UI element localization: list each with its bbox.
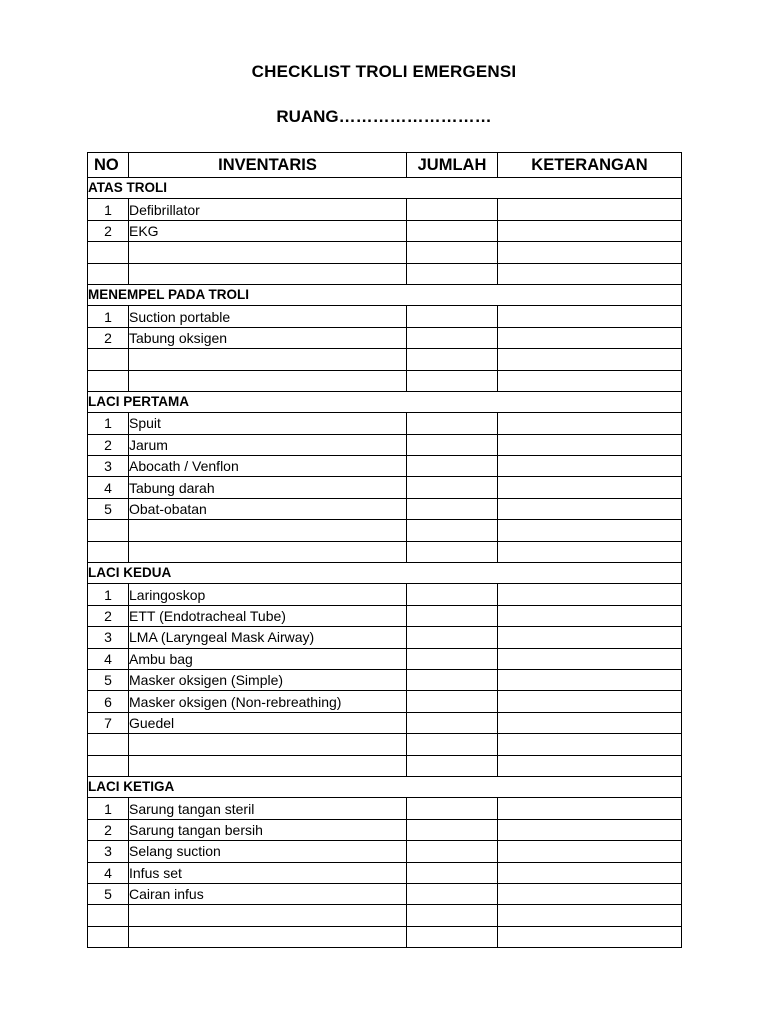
table-row bbox=[88, 541, 682, 562]
keterangan-cell[interactable] bbox=[498, 905, 682, 926]
keterangan-cell[interactable] bbox=[498, 841, 682, 862]
table-row bbox=[88, 862, 682, 883]
item-number-cell: 6 bbox=[88, 691, 129, 712]
jumlah-cell[interactable] bbox=[407, 327, 498, 348]
table-row bbox=[88, 263, 682, 284]
jumlah-cell[interactable] bbox=[407, 220, 498, 241]
table-row bbox=[88, 584, 682, 605]
item-name-cell: Jarum bbox=[129, 434, 407, 455]
jumlah-cell[interactable] bbox=[407, 648, 498, 669]
item-number-cell: 1 bbox=[88, 306, 129, 327]
room-field: RUANG……………………… bbox=[276, 107, 492, 126]
item-name-cell: Suction portable bbox=[129, 306, 407, 327]
keterangan-cell[interactable] bbox=[498, 541, 682, 562]
jumlah-cell[interactable] bbox=[407, 798, 498, 819]
table-row bbox=[88, 926, 682, 947]
keterangan-cell[interactable] bbox=[498, 755, 682, 776]
keterangan-cell[interactable] bbox=[498, 648, 682, 669]
keterangan-cell[interactable] bbox=[498, 520, 682, 541]
table-row bbox=[88, 905, 682, 926]
table-row bbox=[88, 370, 682, 391]
jumlah-cell[interactable] bbox=[407, 520, 498, 541]
item-number-cell bbox=[88, 926, 129, 947]
jumlah-cell[interactable] bbox=[407, 456, 498, 477]
item-number-cell: 4 bbox=[88, 648, 129, 669]
table-row bbox=[88, 456, 682, 477]
item-name-cell: Defibrillator bbox=[129, 199, 407, 220]
keterangan-cell[interactable] bbox=[498, 306, 682, 327]
section-heading: LACI KEDUA bbox=[88, 563, 682, 584]
item-number-cell: 1 bbox=[88, 584, 129, 605]
jumlah-cell[interactable] bbox=[407, 755, 498, 776]
item-number-cell: 1 bbox=[88, 199, 129, 220]
keterangan-cell[interactable] bbox=[498, 199, 682, 220]
item-number-cell bbox=[88, 349, 129, 370]
table-row bbox=[88, 648, 682, 669]
keterangan-cell[interactable] bbox=[498, 691, 682, 712]
jumlah-cell[interactable] bbox=[407, 862, 498, 883]
table-body bbox=[88, 178, 682, 948]
item-name-cell: Masker oksigen (Simple) bbox=[129, 669, 407, 690]
keterangan-cell[interactable] bbox=[498, 734, 682, 755]
keterangan-cell[interactable] bbox=[498, 712, 682, 733]
jumlah-cell[interactable] bbox=[407, 734, 498, 755]
table-row bbox=[88, 242, 682, 263]
jumlah-cell[interactable] bbox=[407, 349, 498, 370]
item-name-cell: Selang suction bbox=[129, 841, 407, 862]
item-number-cell: 1 bbox=[88, 413, 129, 434]
item-number-cell: 4 bbox=[88, 477, 129, 498]
table-row bbox=[88, 498, 682, 519]
keterangan-cell[interactable] bbox=[498, 434, 682, 455]
item-number-cell: 5 bbox=[88, 669, 129, 690]
table-row bbox=[88, 669, 682, 690]
item-name-cell bbox=[129, 755, 407, 776]
jumlah-cell[interactable] bbox=[407, 883, 498, 904]
jumlah-cell[interactable] bbox=[407, 905, 498, 926]
table-row bbox=[88, 306, 682, 327]
section-row bbox=[88, 178, 682, 199]
item-number-cell: 3 bbox=[88, 627, 129, 648]
item-number-cell bbox=[88, 263, 129, 284]
item-name-cell bbox=[129, 263, 407, 284]
jumlah-cell[interactable] bbox=[407, 477, 498, 498]
section-heading: LACI KETIGA bbox=[88, 776, 682, 797]
table-row bbox=[88, 712, 682, 733]
item-name-cell: Cairan infus bbox=[129, 883, 407, 904]
jumlah-cell[interactable] bbox=[407, 370, 498, 391]
item-number-cell bbox=[88, 520, 129, 541]
item-number-cell: 2 bbox=[88, 819, 129, 840]
keterangan-cell[interactable] bbox=[498, 584, 682, 605]
header-keterangan: KETERANGAN bbox=[498, 153, 682, 178]
keterangan-cell[interactable] bbox=[498, 798, 682, 819]
item-number-cell: 7 bbox=[88, 712, 129, 733]
keterangan-cell[interactable] bbox=[498, 327, 682, 348]
table-row bbox=[88, 883, 682, 904]
jumlah-cell[interactable] bbox=[407, 413, 498, 434]
item-number-cell bbox=[88, 370, 129, 391]
item-number-cell: 2 bbox=[88, 220, 129, 241]
table-row bbox=[88, 798, 682, 819]
item-number-cell: 2 bbox=[88, 605, 129, 626]
jumlah-cell[interactable] bbox=[407, 498, 498, 519]
table-row bbox=[88, 520, 682, 541]
item-name-cell: Abocath / Venflon bbox=[129, 456, 407, 477]
item-name-cell: Tabung darah bbox=[129, 477, 407, 498]
item-name-cell: Ambu bag bbox=[129, 648, 407, 669]
item-number-cell bbox=[88, 242, 129, 263]
jumlah-cell[interactable] bbox=[407, 242, 498, 263]
table-row bbox=[88, 819, 682, 840]
item-number-cell bbox=[88, 755, 129, 776]
keterangan-cell[interactable] bbox=[498, 220, 682, 241]
item-name-cell bbox=[129, 242, 407, 263]
table-row bbox=[88, 220, 682, 241]
keterangan-cell[interactable] bbox=[498, 370, 682, 391]
item-name-cell: Sarung tangan bersih bbox=[129, 819, 407, 840]
item-name-cell bbox=[129, 349, 407, 370]
jumlah-cell[interactable] bbox=[407, 434, 498, 455]
jumlah-cell[interactable] bbox=[407, 712, 498, 733]
item-name-cell bbox=[129, 926, 407, 947]
jumlah-cell[interactable] bbox=[407, 926, 498, 947]
jumlah-cell[interactable] bbox=[407, 541, 498, 562]
section-row bbox=[88, 391, 682, 412]
keterangan-cell[interactable] bbox=[498, 605, 682, 626]
table-row bbox=[88, 477, 682, 498]
keterangan-cell[interactable] bbox=[498, 498, 682, 519]
item-name-cell: LMA (Laryngeal Mask Airway) bbox=[129, 627, 407, 648]
table-row bbox=[88, 413, 682, 434]
header-jumlah: JUMLAH bbox=[407, 153, 498, 178]
keterangan-cell[interactable] bbox=[498, 456, 682, 477]
item-number-cell: 4 bbox=[88, 862, 129, 883]
item-number-cell: 2 bbox=[88, 327, 129, 348]
keterangan-cell[interactable] bbox=[498, 349, 682, 370]
table-header-row bbox=[88, 153, 682, 178]
item-number-cell: 5 bbox=[88, 498, 129, 519]
table-row bbox=[88, 434, 682, 455]
keterangan-cell[interactable] bbox=[498, 862, 682, 883]
keterangan-cell[interactable] bbox=[498, 669, 682, 690]
section-heading: MENEMPEL PADA TROLI bbox=[88, 284, 682, 305]
jumlah-cell[interactable] bbox=[407, 263, 498, 284]
item-name-cell: Masker oksigen (Non-rebreathing) bbox=[129, 691, 407, 712]
document-title: CHECKLIST TROLI EMERGENSI bbox=[251, 62, 517, 81]
table-row bbox=[88, 627, 682, 648]
keterangan-cell[interactable] bbox=[498, 819, 682, 840]
table-row bbox=[88, 327, 682, 348]
keterangan-cell[interactable] bbox=[498, 883, 682, 904]
item-name-cell: ETT (Endotracheal Tube) bbox=[129, 605, 407, 626]
item-number-cell bbox=[88, 905, 129, 926]
keterangan-cell[interactable] bbox=[498, 413, 682, 434]
jumlah-cell[interactable] bbox=[407, 669, 498, 690]
item-name-cell: EKG bbox=[129, 220, 407, 241]
inventory-checklist-table bbox=[87, 152, 682, 948]
section-row bbox=[88, 563, 682, 584]
header-no: NO bbox=[88, 153, 129, 178]
jumlah-cell[interactable] bbox=[407, 306, 498, 327]
table-row bbox=[88, 605, 682, 626]
item-name-cell bbox=[129, 541, 407, 562]
section-row bbox=[88, 776, 682, 797]
item-name-cell: Tabung oksigen bbox=[129, 327, 407, 348]
jumlah-cell[interactable] bbox=[407, 584, 498, 605]
item-name-cell: Guedel bbox=[129, 712, 407, 733]
item-name-cell bbox=[129, 370, 407, 391]
item-number-cell: 3 bbox=[88, 456, 129, 477]
header-inventaris: INVENTARIS bbox=[129, 153, 407, 178]
item-name-cell: Sarung tangan steril bbox=[129, 798, 407, 819]
item-number-cell: 2 bbox=[88, 434, 129, 455]
item-number-cell: 1 bbox=[88, 798, 129, 819]
table-row bbox=[88, 199, 682, 220]
jumlah-cell[interactable] bbox=[407, 841, 498, 862]
item-name-cell: Infus set bbox=[129, 862, 407, 883]
jumlah-cell[interactable] bbox=[407, 627, 498, 648]
jumlah-cell[interactable] bbox=[407, 691, 498, 712]
item-number-cell: 3 bbox=[88, 841, 129, 862]
keterangan-cell[interactable] bbox=[498, 242, 682, 263]
item-number-cell: 5 bbox=[88, 883, 129, 904]
table-row bbox=[88, 691, 682, 712]
table-row bbox=[88, 349, 682, 370]
item-number-cell bbox=[88, 541, 129, 562]
jumlah-cell[interactable] bbox=[407, 819, 498, 840]
item-number-cell bbox=[88, 734, 129, 755]
item-name-cell bbox=[129, 520, 407, 541]
keterangan-cell[interactable] bbox=[498, 926, 682, 947]
keterangan-cell[interactable] bbox=[498, 477, 682, 498]
keterangan-cell[interactable] bbox=[498, 627, 682, 648]
item-name-cell: Obat-obatan bbox=[129, 498, 407, 519]
keterangan-cell[interactable] bbox=[498, 263, 682, 284]
item-name-cell: Laringoskop bbox=[129, 584, 407, 605]
table-row bbox=[88, 734, 682, 755]
jumlah-cell[interactable] bbox=[407, 199, 498, 220]
item-name-cell bbox=[129, 734, 407, 755]
section-heading: LACI PERTAMA bbox=[88, 391, 682, 412]
jumlah-cell[interactable] bbox=[407, 605, 498, 626]
section-heading: ATAS TROLI bbox=[88, 178, 682, 199]
item-name-cell: Spuit bbox=[129, 413, 407, 434]
item-name-cell bbox=[129, 905, 407, 926]
section-row bbox=[88, 284, 682, 305]
table-row bbox=[88, 755, 682, 776]
table-row bbox=[88, 841, 682, 862]
